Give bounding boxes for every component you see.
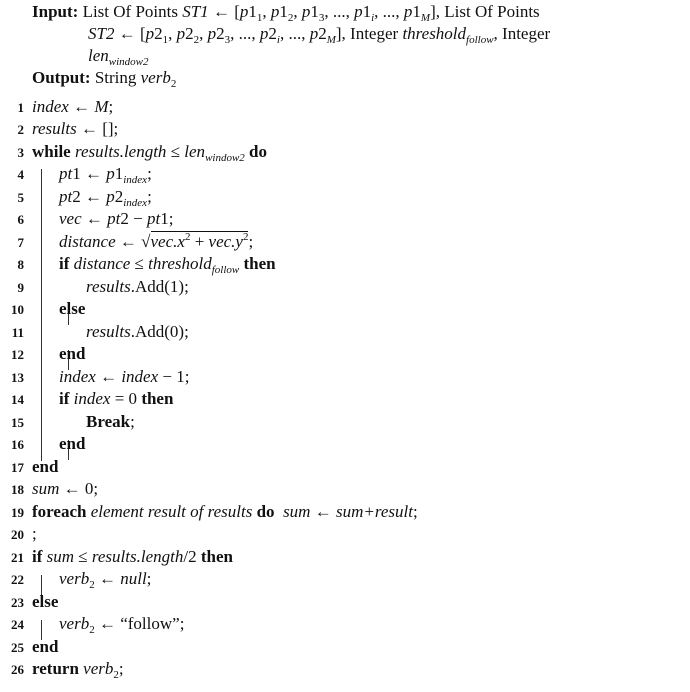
input-line-1: Input: List Of Points ST1 ← [$p1_1$, $p1_2$, $p1_3$, ..., $p1_i$, ..., $p1_M$], List Of Points <box>32 2 540 24</box>
input-line-2: ST2 ← [$p2_1$, $p2_2$, $p2_3$, ..., $p2_i$, ..., $p2_M$], Integer threshold$_{follow}$, Integer <box>88 24 551 46</box>
output-label: Output: <box>32 68 91 87</box>
input-line-3: len$_{window2}$ <box>88 46 149 68</box>
while-block-bar <box>41 169 42 461</box>
output-line: Output: String verb$_2$ <box>32 68 177 90</box>
input-label: Input: <box>32 2 79 21</box>
